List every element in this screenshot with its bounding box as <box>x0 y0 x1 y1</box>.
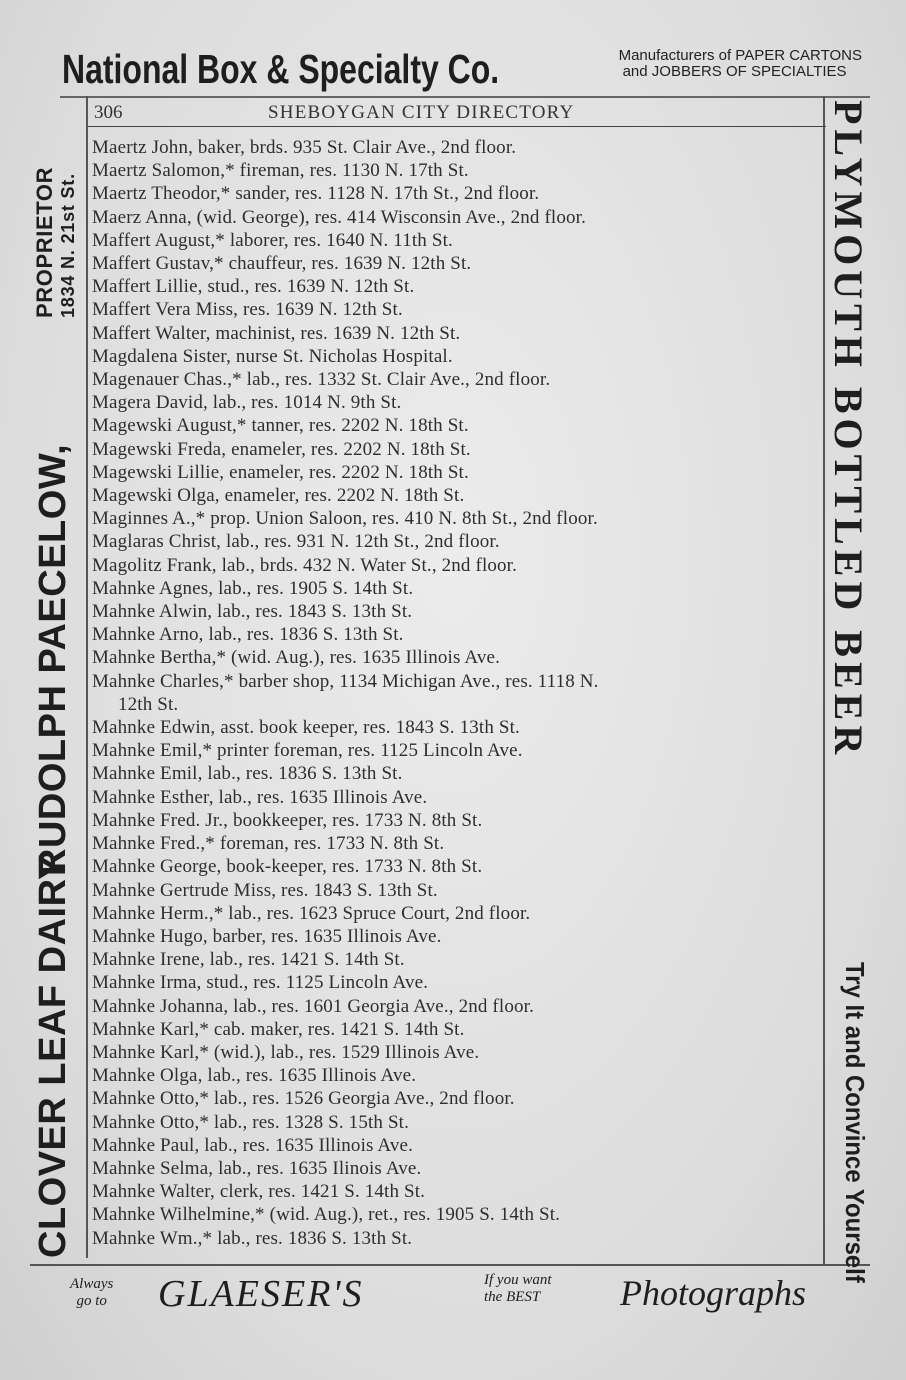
bottom-ad-ifyou-line1: If you want <box>484 1272 552 1288</box>
left-ad-proprietor-name: RUDOLPH PAECELOW, <box>32 443 74 876</box>
directory-entry: Mahnke Bertha,* (wid. Aug.), res. 1635 Illinois Ave. <box>92 647 500 669</box>
directory-entry: Mahnke Karl,* cab. maker, res. 1421 S. 14th St. <box>92 1018 465 1040</box>
directory-entry: Mahnke Emil, lab., res. 1836 S. 13th St. <box>92 763 403 785</box>
directory-entry: Mahnke Edwin, asst. book keeper, res. 1843 S. 13th St. <box>92 717 520 739</box>
directory-entry: Magera David, lab., res. 1014 N. 9th St. <box>92 392 402 414</box>
directory-entry: Maerz Anna, (wid. George), res. 414 Wisconsin Ave., 2nd floor. <box>92 206 586 228</box>
directory-entry: Maffert August,* laborer, res. 1640 N. 11th St. <box>92 229 453 251</box>
right-ad-beer: PLYMOUTH BOTTLED BEER <box>826 100 871 760</box>
directory-entry: Mahnke George, book-keeper, res. 1733 N. 8th St. <box>92 856 483 878</box>
directory-entry: Maffert Walter, machinist, res. 1639 N. 12th St. <box>92 322 461 344</box>
directory-entry: Mahnke Wilhelmine,* (wid. Aug.), ret., res. 1905 S. 14th St. <box>92 1204 561 1226</box>
left-ad-proprietor: PROPRIETOR <box>32 166 57 318</box>
directory-entry: Mahnke Otto,* lab., res. 1328 S. 15th St. <box>92 1111 409 1133</box>
right-advertisement <box>826 100 878 1283</box>
wrapped-entry-line2: 12th St. <box>118 693 179 715</box>
directory-entry: Mahnke Olga, lab., res. 1635 Illinois Ave. <box>92 1065 417 1087</box>
directory-entry: Maertz John, baker, brds. 935 St. Clair Ave., 2nd floor. <box>92 137 517 158</box>
directory-entry: Mahnke Karl,* (wid.), lab., res. 1529 Illinois Ave. <box>92 1041 480 1063</box>
bottom-ad-always <box>70 1276 113 1310</box>
directory-entry: Mahnke Selma, lab., res. 1635 Ilinois Ave. <box>92 1157 422 1179</box>
bottom-ad-ifyou-line2: the BEST <box>484 1289 541 1305</box>
directory-entry: Magdalena Sister, nurse St. Nicholas Hospital. <box>92 345 453 367</box>
directory-entry: Maffert Gustav,* chauffeur, res. 1639 N. 12th St. <box>92 253 472 275</box>
bottom-ad-always-line2: go to <box>76 1293 107 1309</box>
wrapped-entry-line1: Mahnke Charles,* barber shop, 1134 Michigan Ave., res. 1118 N. <box>92 670 599 692</box>
bottom-ad-always-line1: Always <box>70 1276 114 1292</box>
directory-entry: Magewski Freda, enameler, res. 2202 N. 18th St. <box>92 438 471 460</box>
directory-entry: Magenauer Chas.,* lab., res. 1332 St. Clair Ave., 2nd floor. <box>92 369 551 391</box>
directory-entry: Magewski August,* tanner, res. 2202 N. 18th St. <box>92 415 469 437</box>
directory-entry: Mahnke Esther, lab., res. 1635 Illinois Ave. <box>92 786 428 808</box>
bottom-rule <box>30 1264 870 1266</box>
top-ad-company: National Box & Specialty Co. <box>62 46 500 92</box>
directory-entry: Mahnke Paul, lab., res. 1635 Illinois Ave. <box>92 1134 413 1156</box>
top-ad-tagline-line2: and JOBBERS OF SPECIALTIES <box>622 63 847 80</box>
directory-entry: Maertz Theodor,* sander, res. 1128 N. 17th St., 2nd floor. <box>92 183 540 205</box>
directory-entry: Mahnke Walter, clerk, res. 1421 S. 14th St. <box>92 1181 426 1203</box>
directory-entry-wrapped <box>92 670 824 716</box>
directory-entry: Mahnke Emil,* printer foreman, res. 1125 Lincoln Ave. <box>92 740 523 762</box>
directory-entry: Mahnke Otto,* lab., res. 1526 Georgia Ave., 2nd floor. <box>92 1088 515 1110</box>
directory-entry: Mahnke Arno, lab., res. 1836 S. 13th St. <box>92 624 404 646</box>
page-title: SHEBOYGAN CITY DIRECTORY <box>268 102 575 123</box>
top-ad-tagline <box>619 48 862 80</box>
directory-entry: Magolitz Frank, lab., brds. 432 N. Water St., 2nd floor. <box>92 554 517 576</box>
directory-entry: Mahnke Alwin, lab., res. 1843 S. 13th St. <box>92 601 413 623</box>
bottom-ad-ifyou <box>484 1272 552 1306</box>
directory-entry: Mahnke Fred.,* foreman, res. 1733 N. 8th St. <box>92 833 445 855</box>
left-ad-address: 1834 N. 21st St. <box>58 173 78 318</box>
directory-entry: Maffert Vera Miss, res. 1639 N. 12th St. <box>92 299 403 321</box>
right-ad-slogan: Try It and Convince Yourself <box>840 962 870 1283</box>
bottom-advertisement <box>60 1270 880 1322</box>
directory-entries <box>92 136 832 1250</box>
top-advertisement <box>60 40 870 92</box>
directory-entry: Maffert Lillie, stud., res. 1639 N. 12th St. <box>92 276 415 298</box>
directory-entry: Mahnke Johanna, lab., res. 1601 Georgia Ave., 2nd floor. <box>92 995 534 1017</box>
directory-entry: Maginnes A.,* prop. Union Saloon, res. 410 N. 8th St., 2nd floor. <box>92 508 598 530</box>
directory-entry: Magewski Olga, enameler, res. 2202 N. 18th St. <box>92 485 465 507</box>
directory-entry: Mahnke Hugo, barber, res. 1635 Illinois Ave. <box>92 925 442 947</box>
page-header <box>88 100 826 127</box>
directory-entry: Maertz Salomon,* fireman, res. 1130 N. 17th St. <box>92 160 469 182</box>
directory-entry: Mahnke Wm.,* lab., res. 1836 S. 13th St. <box>92 1227 413 1249</box>
directory-entry: Mahnke Agnes, lab., res. 1905 S. 14th St. <box>92 577 414 599</box>
directory-entry: Mahnke Irene, lab., res. 1421 S. 14th St. <box>92 949 405 971</box>
directory-entry: Mahnke Gertrude Miss, res. 1843 S. 13th St. <box>92 879 438 901</box>
directory-entry: Magewski Lillie, enameler, res. 2202 N. 18th St. <box>92 461 469 483</box>
top-rule <box>60 96 870 98</box>
left-ad-dairy: CLOVER LEAF DAIRY <box>32 854 74 1258</box>
directory-entry: Mahnke Fred. Jr., bookkeeper, res. 1733 N. 8th St. <box>92 809 483 831</box>
directory-entry: Mahnke Irma, stud., res. 1125 Lincoln Ave. <box>92 972 429 994</box>
bottom-ad-product: Photographs <box>620 1273 807 1313</box>
directory-entry: Mahnke Herm.,* lab., res. 1623 Spruce Court, 2nd floor. <box>92 902 531 924</box>
bottom-ad-name: GLAESER'S <box>158 1273 364 1315</box>
left-advertisement <box>28 98 88 1258</box>
page-number: 306 <box>94 102 123 123</box>
top-ad-tagline-line1: Manufacturers of PAPER CARTONS <box>618 47 862 64</box>
directory-entry: Maglaras Christ, lab., res. 931 N. 12th St., 2nd floor. <box>92 531 500 553</box>
